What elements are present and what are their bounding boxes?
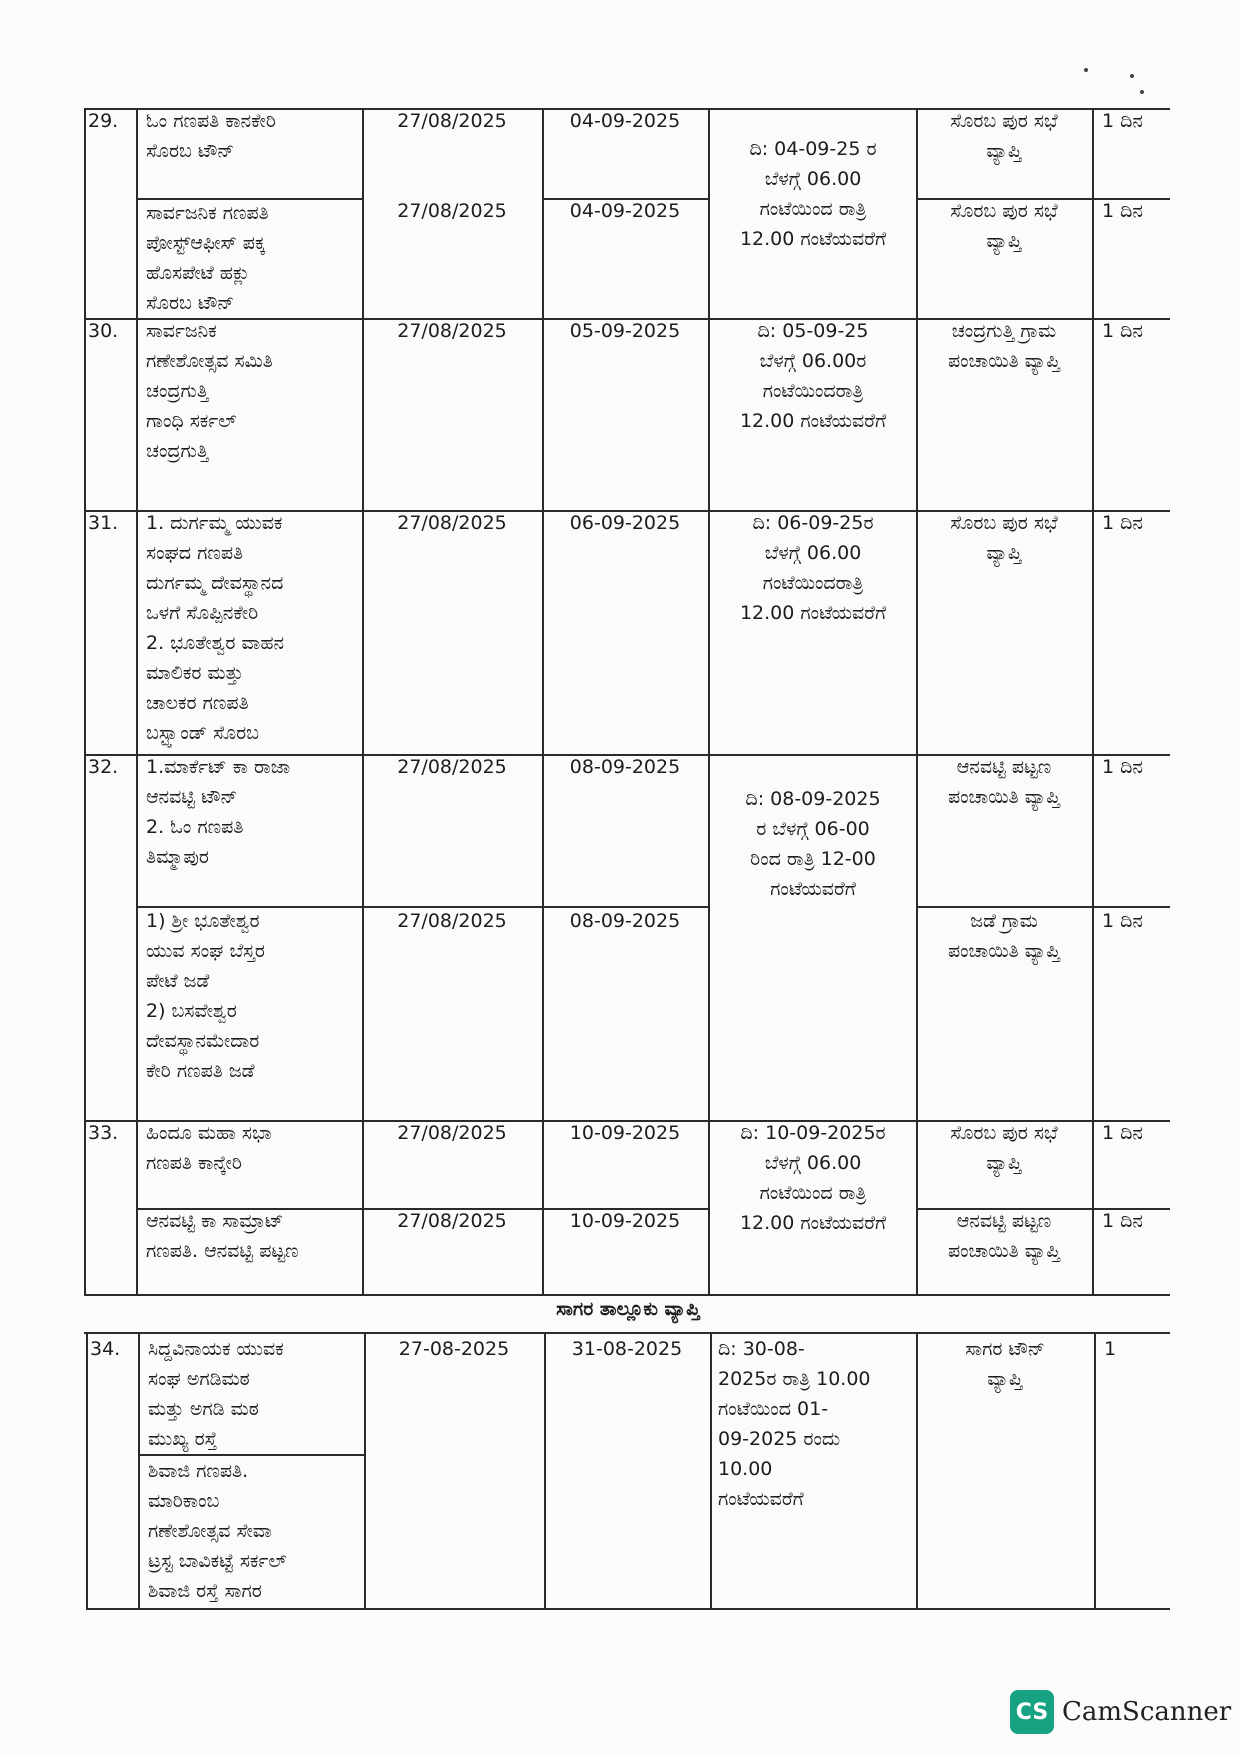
prohibition-time: ದಿ: 30-08- 2025ರ ರಾತ್ರಿ 10.00 ಗಂಟೆಯಿಂದ 01- 09-2025 ರಂದು 10.00 ಗಂಟೆಯವರೆಗೆ (718, 1338, 871, 1510)
immersion-date: 08-09-2025 (569, 910, 681, 932)
organizer-name: ಶಿವಾಜಿ ಗಣಪತಿ. ಮಾರಿಕಾಂಬ ಗಣೇಶೋತ್ಸವ ಸೇವಾ ಟ್ರಸ್ಟ ಬಾವಿಕಟ್ಟೆ ಸರ್ಕಲ್ ಶಿವಾಜಿ ರಸ್ತೆ ಸಾಗರ (148, 1460, 287, 1602)
application-date: 27/08/2025 (397, 110, 507, 132)
duration-days: 1 ದಿನ (1102, 756, 1143, 778)
area-jurisdiction: ಆನವಟ್ಟಿ ಪಟ್ಟಣ ಪಂಚಾಯಿತಿ ವ್ಯಾಪ್ತಿ (947, 1210, 1061, 1262)
column-divider (710, 1332, 712, 1610)
application-date: 27/08/2025 (397, 200, 507, 222)
immersion-date: 10-09-2025 (569, 1122, 681, 1144)
application-date: 27-08-2025 (398, 1338, 510, 1360)
area-jurisdiction: ಸೊರಬ ಪುರ ಸಭೆ ವ್ಯಾಪ್ತಿ (950, 200, 1058, 252)
column-divider (364, 1332, 366, 1610)
duration-days: 1 ದಿನ (1102, 110, 1143, 132)
area-jurisdiction: ಆನವಟ್ಟಿ ಪಟ್ಟಣ ಪಂಚಾಯಿತಿ ವ್ಯಾಪ್ತಿ (947, 756, 1061, 808)
duration-days: 1 ದಿನ (1102, 512, 1143, 534)
camscanner-watermark (1010, 1690, 1231, 1734)
column-divider (84, 108, 86, 1296)
immersion-date: 04-09-2025 (569, 110, 681, 132)
column-divider (86, 1332, 88, 1610)
row-number: 34. (90, 1338, 121, 1360)
application-date: 27/08/2025 (397, 320, 507, 342)
column-divider (138, 1332, 140, 1610)
duration-days: 1 ದಿನ (1102, 200, 1143, 222)
area-jurisdiction: ಸೊರಬ ಪುರ ಸಭೆ ವ್ಯಾಪ್ತಿ (950, 1122, 1058, 1174)
scan-speck (1140, 90, 1144, 94)
immersion-date: 06-09-2025 (569, 512, 681, 534)
row-number: 31. (88, 512, 119, 534)
area-jurisdiction: ಸೊರಬ ಪುರ ಸಭೆ ವ್ಯಾಪ್ತಿ (950, 512, 1058, 564)
immersion-date: 10-09-2025 (569, 1210, 681, 1232)
scan-speck (1130, 74, 1134, 78)
organizer-name: ಹಿಂದೂ ಮಹಾ ಸಭಾ ಗಣಪತಿ ಕಾನ್ಕೇರಿ (146, 1122, 272, 1174)
application-date: 27/08/2025 (397, 1122, 507, 1144)
prohibition-time: ದಿ: 04-09-25 ರ ಬೆಳಗ್ಗೆ 06.00 ಗಂಟೆಯಿಂದ ರಾತ್ರಿ 12.00 ಗಂಟೆಯವರೆಗೆ (739, 138, 887, 250)
column-divider (1092, 108, 1094, 1296)
organizer-name: ಸಿದ್ದವಿನಾಯಕ ಯುವಕ ಸಂಘ ಅಗಡಿಮಠ ಮತ್ತು ಅಗಡಿ ಮಠ ಮುಖ್ಯ ರಸ್ತೆ (148, 1338, 284, 1450)
duration-days: 1 ದಿನ (1102, 910, 1143, 932)
immersion-date: 04-09-2025 (569, 200, 681, 222)
column-divider (1094, 1332, 1096, 1610)
row-number: 33. (88, 1122, 119, 1144)
row-number: 29. (88, 110, 119, 132)
organizer-name: ಆನವಟ್ಟಿ ಕಾ ಸಾಮ್ರಾಟ್ ಗಣಪತಿ. ಆನವಟ್ಟಿ ಪಟ್ಟಣ (146, 1210, 299, 1262)
duration-days: 1 ದಿನ (1102, 1122, 1143, 1144)
prohibition-time: ದಿ: 05-09-25 ಬೆಳಗ್ಗೆ 06.00ರ ಗಂಟೆಯಿಂದರಾತ್ರಿ 12.00 ಗಂಟೆಯವರೆಗೆ (739, 320, 887, 432)
duration-days: 1 (1104, 1338, 1117, 1360)
application-date: 27/08/2025 (397, 910, 507, 932)
row-divider (86, 1608, 1170, 1610)
immersion-date: 05-09-2025 (569, 320, 681, 342)
row-divider (84, 1294, 1170, 1296)
row-number: 32. (88, 756, 119, 778)
row-number: 30. (88, 320, 119, 342)
prohibition-time: ದಿ: 08-09-2025 ರ ಬೆಳಗ್ಗೆ 06-00 ರಿಂದ ರಾತ್ರಿ 12-00 ಗಂಟೆಯವರೆಗೆ (745, 788, 881, 900)
application-date: 27/08/2025 (397, 1210, 507, 1232)
application-date: 27/08/2025 (397, 512, 507, 534)
organizer-name: ಸಾರ್ವಜನಿಕ ಗಣಪತಿ ಪೋಸ್ಟ್‌ಆಫೀಸ್ ಪಕ್ಕ ಹೊಸಪೇಟೆ ಹಕ್ಲು ಸೊರಬ ಟೌನ್ (146, 202, 269, 314)
column-divider (544, 1332, 546, 1610)
area-jurisdiction: ಜಡೆ ಗ್ರಾಮ ಪಂಚಾಯಿತಿ ವ್ಯಾಪ್ತಿ (947, 910, 1061, 962)
organizer-name: ಸಾರ್ವಜನಿಕ ಗಣೇಶೋತ್ಸವ ಸಮಿತಿ ಚಂದ್ರಗುತ್ತಿ ಗಾಂಧಿ ಸರ್ಕಲ್ ಚಂದ್ರಗುತ್ತಿ (146, 320, 273, 462)
duration-days: 1 ದಿನ (1102, 320, 1143, 342)
prohibition-time: ದಿ: 06-09-25ರ ಬೆಳಗ್ಗೆ 06.00 ಗಂಟೆಯಿಂದರಾತ್ರಿ 12.00 ಗಂಟೆಯವರೆಗೆ (739, 512, 887, 624)
duration-days: 1 ದಿನ (1102, 1210, 1143, 1232)
application-date: 27/08/2025 (397, 756, 507, 778)
immersion-date: 08-09-2025 (569, 756, 681, 778)
organizer-name: 1.ಮಾರ್ಕೆಟ್ ಕಾ ರಾಜಾ ಆನವಟ್ಟಿ ಟೌನ್ 2. ಓಂ ಗಣಪತಿ ತಿಮ್ಮಾಪುರ (146, 756, 291, 868)
camscanner-logo-icon: CS (1010, 1690, 1054, 1734)
area-jurisdiction: ಚಂದ್ರಗುತ್ತಿ ಗ್ರಾಮ ಪಂಚಾಯಿತಿ ವ್ಯಾಪ್ತಿ (947, 320, 1061, 372)
organizer-name: 1) ಶ್ರೀ ಭೂತೇಶ್ವರ ಯುವ ಸಂಘ ಬೆಸ್ತರ ಪೇಟೆ ಜಡೆ 2) ಬಸವೇಶ್ವರ ದೇವಸ್ಥಾನಮೇದಾರ ಕೇರಿ ಗಣಪತಿ ಜಡೆ (146, 910, 265, 1082)
organizer-name: ಓಂ ಗಣಪತಿ ಕಾನಕೇರಿ ಸೊರಬ ಟೌನ್ (146, 110, 276, 162)
scan-speck (1084, 68, 1088, 72)
column-divider (136, 108, 138, 1296)
section-heading: ಸಾಗರ ತಾಲ್ಲೂಕು ವ್ಯಾಪ್ತಿ (556, 1298, 700, 1320)
area-jurisdiction: ಸೊರಬ ಪುರ ಸಭೆ ವ್ಯಾಪ್ತಿ (950, 110, 1058, 162)
area-jurisdiction: ಸಾಗರ ಟೌನ್ ವ್ಯಾಪ್ತಿ (965, 1338, 1045, 1390)
immersion-date: 31-08-2025 (571, 1338, 683, 1360)
camscanner-label: CamScanner (1062, 1697, 1232, 1727)
organizer-name: 1. ದುರ್ಗಮ್ಮ ಯುವಕ ಸಂಘದ ಗಣಪತಿ ದುರ್ಗಮ್ಮ ದೇವಸ್ಥಾನದ ಒಳಗೆ ಸೊಪ್ಪಿನಕೇರಿ 2. ಭೂತೇಶ್ವರ ವಾಹನ ಮಾಲಿಕರ ಮತ್ತು ಚಾಲಕರ ಗಣಪತಿ ಬಸ್ಟ್ಯಾಂಡ್ ಸೊರಬ (146, 512, 285, 744)
prohibition-time: ದಿ: 10-09-2025ರ ಬೆಳಗ್ಗೆ 06.00 ಗಂಟೆಯಿಂದ ರಾತ್ರಿ 12.00 ಗಂಟೆಯವರೆಗೆ (739, 1122, 887, 1234)
